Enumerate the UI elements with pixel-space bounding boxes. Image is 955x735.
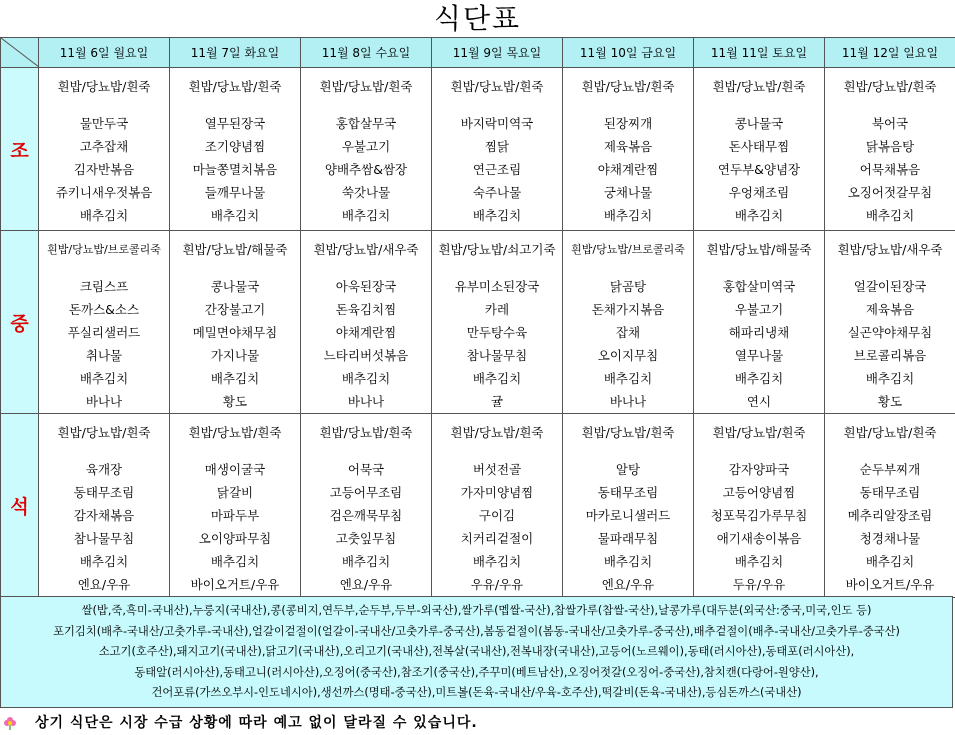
dish-item: 마파두부: [210, 508, 260, 523]
dish-item: 열무된장국: [204, 116, 266, 131]
dish-item: 배추김치: [341, 371, 391, 386]
dish-item: 매생이굴국: [204, 462, 266, 477]
dish-item: 유부미소된장국: [454, 279, 540, 294]
dish-item: 치커리겉절이: [460, 531, 534, 546]
dish-item: 배추김치: [865, 371, 915, 386]
dish-item: 엔요/우유: [601, 577, 655, 592]
dish-item: 콩나물국: [210, 279, 260, 294]
dish-item: 쥬키니새우젓볶음: [55, 185, 153, 200]
menu-cell: [563, 68, 694, 231]
dish-item: 두유/우유: [732, 577, 786, 592]
menu-cell: [301, 231, 432, 414]
dish-item: 배추김치: [79, 208, 129, 223]
menu-cell: [825, 231, 955, 414]
dish-item: 배추김치: [210, 554, 260, 569]
dish-item: 어묵채볶음: [859, 162, 921, 177]
dish-item: 배추김치: [341, 554, 391, 569]
footer-note-text: 상기 식단은 시장 수급 상황에 따라 예고 없이 달라질 수 있습니다.: [35, 715, 478, 731]
dish-item: 돈육김치찜: [335, 302, 397, 317]
dish-item: 실곤약야채무침: [847, 325, 933, 340]
dish-item: 버섯전골: [472, 462, 522, 477]
dish-item: 간장불고기: [204, 302, 266, 317]
dish-item: 우엉채조림: [728, 185, 790, 200]
menu-cell: [432, 414, 563, 598]
menu-cell: [432, 68, 563, 231]
dish-item: 배추김치: [472, 554, 522, 569]
rice-options: 흰밥/당뇨밥/쇠고기죽: [438, 242, 556, 257]
dish-item: 바이오거트/우유: [190, 577, 280, 592]
header-corner: [1, 38, 39, 68]
origin-line: 건어포류(가쓰오부시-인도네시아),생선까스(명태-중국산),미트볼(돈육-국내산/우육-호주산),떡갈비(돈육-국내산),등심돈까스(국내산): [151, 686, 802, 699]
day-header-row: [1, 38, 955, 68]
rice-options: 흰밥/당뇨밥/새우죽: [313, 242, 419, 257]
rice-options: 흰밥/당뇨밥/흰죽: [712, 79, 806, 94]
dish-item: 배추김치: [79, 554, 129, 569]
dish-item: 된장찌개: [603, 116, 653, 131]
dish-item: 청포묵김가루무침: [710, 508, 808, 523]
dish-item: 취나물: [85, 348, 123, 363]
dish-item: 고등어양념찜: [722, 485, 796, 500]
footer-note: [0, 712, 955, 734]
dish-item: 해파리냉채: [728, 325, 790, 340]
origin-info-box: [0, 596, 953, 708]
dish-item: 물만두국: [79, 116, 129, 131]
dish-item: 고추잡채: [79, 139, 129, 154]
rice-options: 흰밥/당뇨밥/흰죽: [188, 79, 282, 94]
dish-item: 궁채나물: [603, 185, 653, 200]
menu-cell: [170, 68, 301, 231]
dish-item: 배추김치: [603, 208, 653, 223]
flower-icon: [3, 716, 17, 730]
menu-cell: [563, 231, 694, 414]
rice-options: 흰밥/당뇨밥/흰죽: [319, 79, 413, 94]
dish-item: 열무나물: [734, 348, 784, 363]
dish-item: 푸실리샐러드: [67, 325, 141, 340]
dish-item: 어묵국: [347, 462, 385, 477]
day-header: 11월 6일 월요일: [39, 38, 170, 68]
dish-item: 콩나물국: [734, 116, 784, 131]
dish-item: 찜닭: [484, 139, 510, 154]
dish-item: 엔요/우유: [339, 577, 393, 592]
dish-item: 배추김치: [472, 208, 522, 223]
rice-options: 흰밥/당뇨밥/브로콜리죽: [571, 243, 685, 256]
dish-item: 연두부&양념장: [717, 162, 801, 177]
dish-item: 고춧잎무침: [335, 531, 397, 546]
dish-item: 배추김치: [865, 554, 915, 569]
dish-item: 연시: [746, 394, 772, 409]
dish-item: 귤: [490, 394, 504, 409]
dish-item: 바지락미역국: [460, 116, 534, 131]
rice-options: 흰밥/당뇨밥/흰죽: [843, 79, 937, 94]
dish-item: 들깨무나물: [204, 185, 266, 200]
dish-item: 야채계란찜: [335, 325, 397, 340]
dish-item: 돈까스&소스: [68, 302, 140, 317]
dish-item: 순두부찌개: [859, 462, 921, 477]
dish-item: 참나물무침: [466, 348, 528, 363]
dish-item: 카레: [484, 302, 510, 317]
dish-item: 마카로니샐러드: [585, 508, 671, 523]
dish-item: 연근조림: [472, 162, 522, 177]
dish-item: 배추김치: [341, 208, 391, 223]
dish-item: 배추김치: [210, 208, 260, 223]
dish-item: 제육볶음: [603, 139, 653, 154]
dish-item: 양배추쌈&쌈장: [324, 162, 408, 177]
dish-item: 참나물무침: [73, 531, 135, 546]
menu-cell: [694, 68, 825, 231]
meal-label-dinner: 석: [1, 414, 39, 598]
menu-cell: [825, 68, 955, 231]
dish-item: 느타리버섯볶음: [323, 348, 409, 363]
dish-item: 배추김치: [603, 554, 653, 569]
dish-item: 검은깨묵무침: [329, 508, 403, 523]
dish-item: 감자양파국: [728, 462, 790, 477]
dish-item: 동태무조림: [597, 485, 659, 500]
dish-item: 홍합살무국: [335, 116, 397, 131]
dish-item: 북어국: [871, 116, 909, 131]
rice-options: 흰밥/당뇨밥/흰죽: [581, 79, 675, 94]
dish-item: 배추김치: [603, 371, 653, 386]
dish-item: 우불고기: [341, 139, 391, 154]
dish-item: 육개장: [85, 462, 123, 477]
meal-row-lunch: [1, 231, 955, 414]
corner-diagonal: [1, 38, 39, 67]
menu-cell: [694, 231, 825, 414]
rice-options: 흰밥/당뇨밥/흰죽: [712, 425, 806, 440]
rice-options: 흰밥/당뇨밥/흰죽: [57, 425, 151, 440]
rice-options: 흰밥/당뇨밥/해물죽: [706, 242, 812, 257]
dish-item: 크림스프: [79, 279, 129, 294]
rice-options: 흰밥/당뇨밥/흰죽: [57, 79, 151, 94]
menu-cell: [170, 414, 301, 598]
origin-line: 포기김치(배추-국내산/고춧가루-국내산),얼갈이겉절이(얼갈이-국내산/고춧가루-중국산),봄동겉절이(봄동-국내산/고춧가루-중국산),배추겉절이(배추-국내산/고춧가루-중국산): [53, 624, 900, 638]
rice-options: 흰밥/당뇨밥/흰죽: [450, 425, 544, 440]
day-header: 11월 11일 토요일: [694, 38, 825, 68]
rice-options: 흰밥/당뇨밥/새우죽: [837, 242, 943, 257]
dish-item: 구이김: [478, 508, 516, 523]
day-header: 11월 8일 수요일: [301, 38, 432, 68]
rice-options: 흰밥/당뇨밥/브로콜리죽: [47, 243, 161, 256]
menu-cell: [432, 231, 563, 414]
dish-item: 배추김치: [734, 554, 784, 569]
dish-item: 제육볶음: [865, 302, 915, 317]
dish-item: 바이오거트/우유: [845, 577, 935, 592]
dish-item: 배추김치: [734, 208, 784, 223]
dish-item: 동태무조림: [859, 485, 921, 500]
dish-item: 브로콜리볶음: [853, 348, 927, 363]
dish-item: 바나나: [347, 394, 385, 409]
dish-item: 메추리알장조림: [847, 508, 933, 523]
dish-item: 바나나: [609, 394, 647, 409]
menu-table: [0, 37, 955, 598]
dish-item: 돈채가지볶음: [591, 302, 665, 317]
dish-item: 청경채나물: [859, 531, 921, 546]
origin-line: 동태알(러시아산),동태고니(러시아산),오징어(중국산),참조기(중국산),주꾸미(베트남산),오징어젓갈(오징어-중국산),참치캔(다랑어-원양산),: [134, 665, 819, 679]
dish-item: 만두탕수육: [466, 325, 528, 340]
menu-cell: [39, 231, 170, 414]
menu-cell: [301, 414, 432, 598]
dish-item: 고등어무조림: [329, 485, 403, 500]
dish-item: 아욱된장국: [335, 279, 397, 294]
dish-item: 엔요/우유: [77, 577, 131, 592]
dish-item: 쑥갓나물: [341, 185, 391, 200]
dish-item: 황도: [222, 394, 248, 409]
dish-item: 조기양념찜: [204, 139, 266, 154]
dish-item: 배추김치: [210, 371, 260, 386]
dish-item: 황도: [877, 394, 903, 409]
rice-options: 흰밥/당뇨밥/해물죽: [182, 242, 288, 257]
day-header: 11월 12일 일요일: [825, 38, 955, 68]
dish-item: 감자채볶음: [73, 508, 135, 523]
day-header: 11월 10일 금요일: [563, 38, 694, 68]
menu-cell: [170, 231, 301, 414]
dish-item: 마늘쫑멸치볶음: [192, 162, 278, 177]
dish-item: 오징어젓갈무침: [847, 185, 933, 200]
dish-item: 닭곰탕: [609, 279, 647, 294]
menu-cell: [825, 414, 955, 598]
meal-row-dinner: [1, 414, 955, 598]
dish-item: 닭볶음탕: [865, 139, 915, 154]
rice-options: 흰밥/당뇨밥/흰죽: [450, 79, 544, 94]
meal-label-breakfast: 조: [1, 68, 39, 231]
dish-item: 오이양파무침: [198, 531, 272, 546]
dish-item: 바나나: [85, 394, 123, 409]
dish-item: 알탕: [615, 462, 641, 477]
dish-item: 배추김치: [734, 371, 784, 386]
dish-item: 가자미양념찜: [460, 485, 534, 500]
dish-item: 애기새송이볶음: [716, 531, 802, 546]
rice-options: 흰밥/당뇨밥/흰죽: [581, 425, 675, 440]
dish-item: 오이지무침: [597, 348, 659, 363]
meal-row-breakfast: [1, 68, 955, 231]
menu-cell: [563, 414, 694, 598]
dish-item: 배추김치: [79, 371, 129, 386]
dish-item: 야채계란찜: [597, 162, 659, 177]
dish-item: 닭갈비: [216, 485, 254, 500]
day-header: 11월 9일 목요일: [432, 38, 563, 68]
dish-item: 얼갈이된장국: [853, 279, 927, 294]
dish-item: 우유/우유: [470, 577, 524, 592]
rice-options: 흰밥/당뇨밥/흰죽: [188, 425, 282, 440]
origin-line: 쌀(밥,죽,흑미-국내산),누룽지(국내산),콩(콩비지,연두부,순두부,두부-외국산),쌀가루(멥쌀-국산),찹쌀가루(찹쌀-국산),날콩가루(대두분(외국산:중국,미국,인도 등): [81, 604, 872, 617]
meal-label-lunch: 중: [1, 231, 39, 414]
day-header: 11월 7일 화요일: [170, 38, 301, 68]
origin-line: 소고기(호주산),돼지고기(국내산),닭고기(국내산),오리고기(국내산),전복살(국내산),전복내장(국내산),고등어(노르웨이),동태(러시아산),동태포(러시아산),: [98, 645, 855, 658]
dish-item: 우불고기: [734, 302, 784, 317]
dish-item: 배추김치: [865, 208, 915, 223]
menu-cell: [39, 414, 170, 598]
rice-options: 흰밥/당뇨밥/흰죽: [319, 425, 413, 440]
menu-cell: [39, 68, 170, 231]
dish-item: 메밀면야채무침: [192, 325, 278, 340]
dish-item: 배추김치: [472, 371, 522, 386]
menu-cell: [301, 68, 432, 231]
dish-item: 물파래무침: [597, 531, 659, 546]
dish-item: 김자반볶음: [73, 162, 135, 177]
rice-options: 흰밥/당뇨밥/흰죽: [843, 425, 937, 440]
menu-cell: [694, 414, 825, 598]
dish-item: 숙주나물: [472, 185, 522, 200]
dish-item: 홍합살미역국: [722, 279, 796, 294]
dish-item: 잡채: [615, 325, 641, 340]
dish-item: 가지나물: [210, 348, 260, 363]
dish-item: 동태무조림: [73, 485, 135, 500]
dish-item: 돈사태무찜: [728, 139, 790, 154]
page-title: 식단표: [433, 2, 522, 35]
